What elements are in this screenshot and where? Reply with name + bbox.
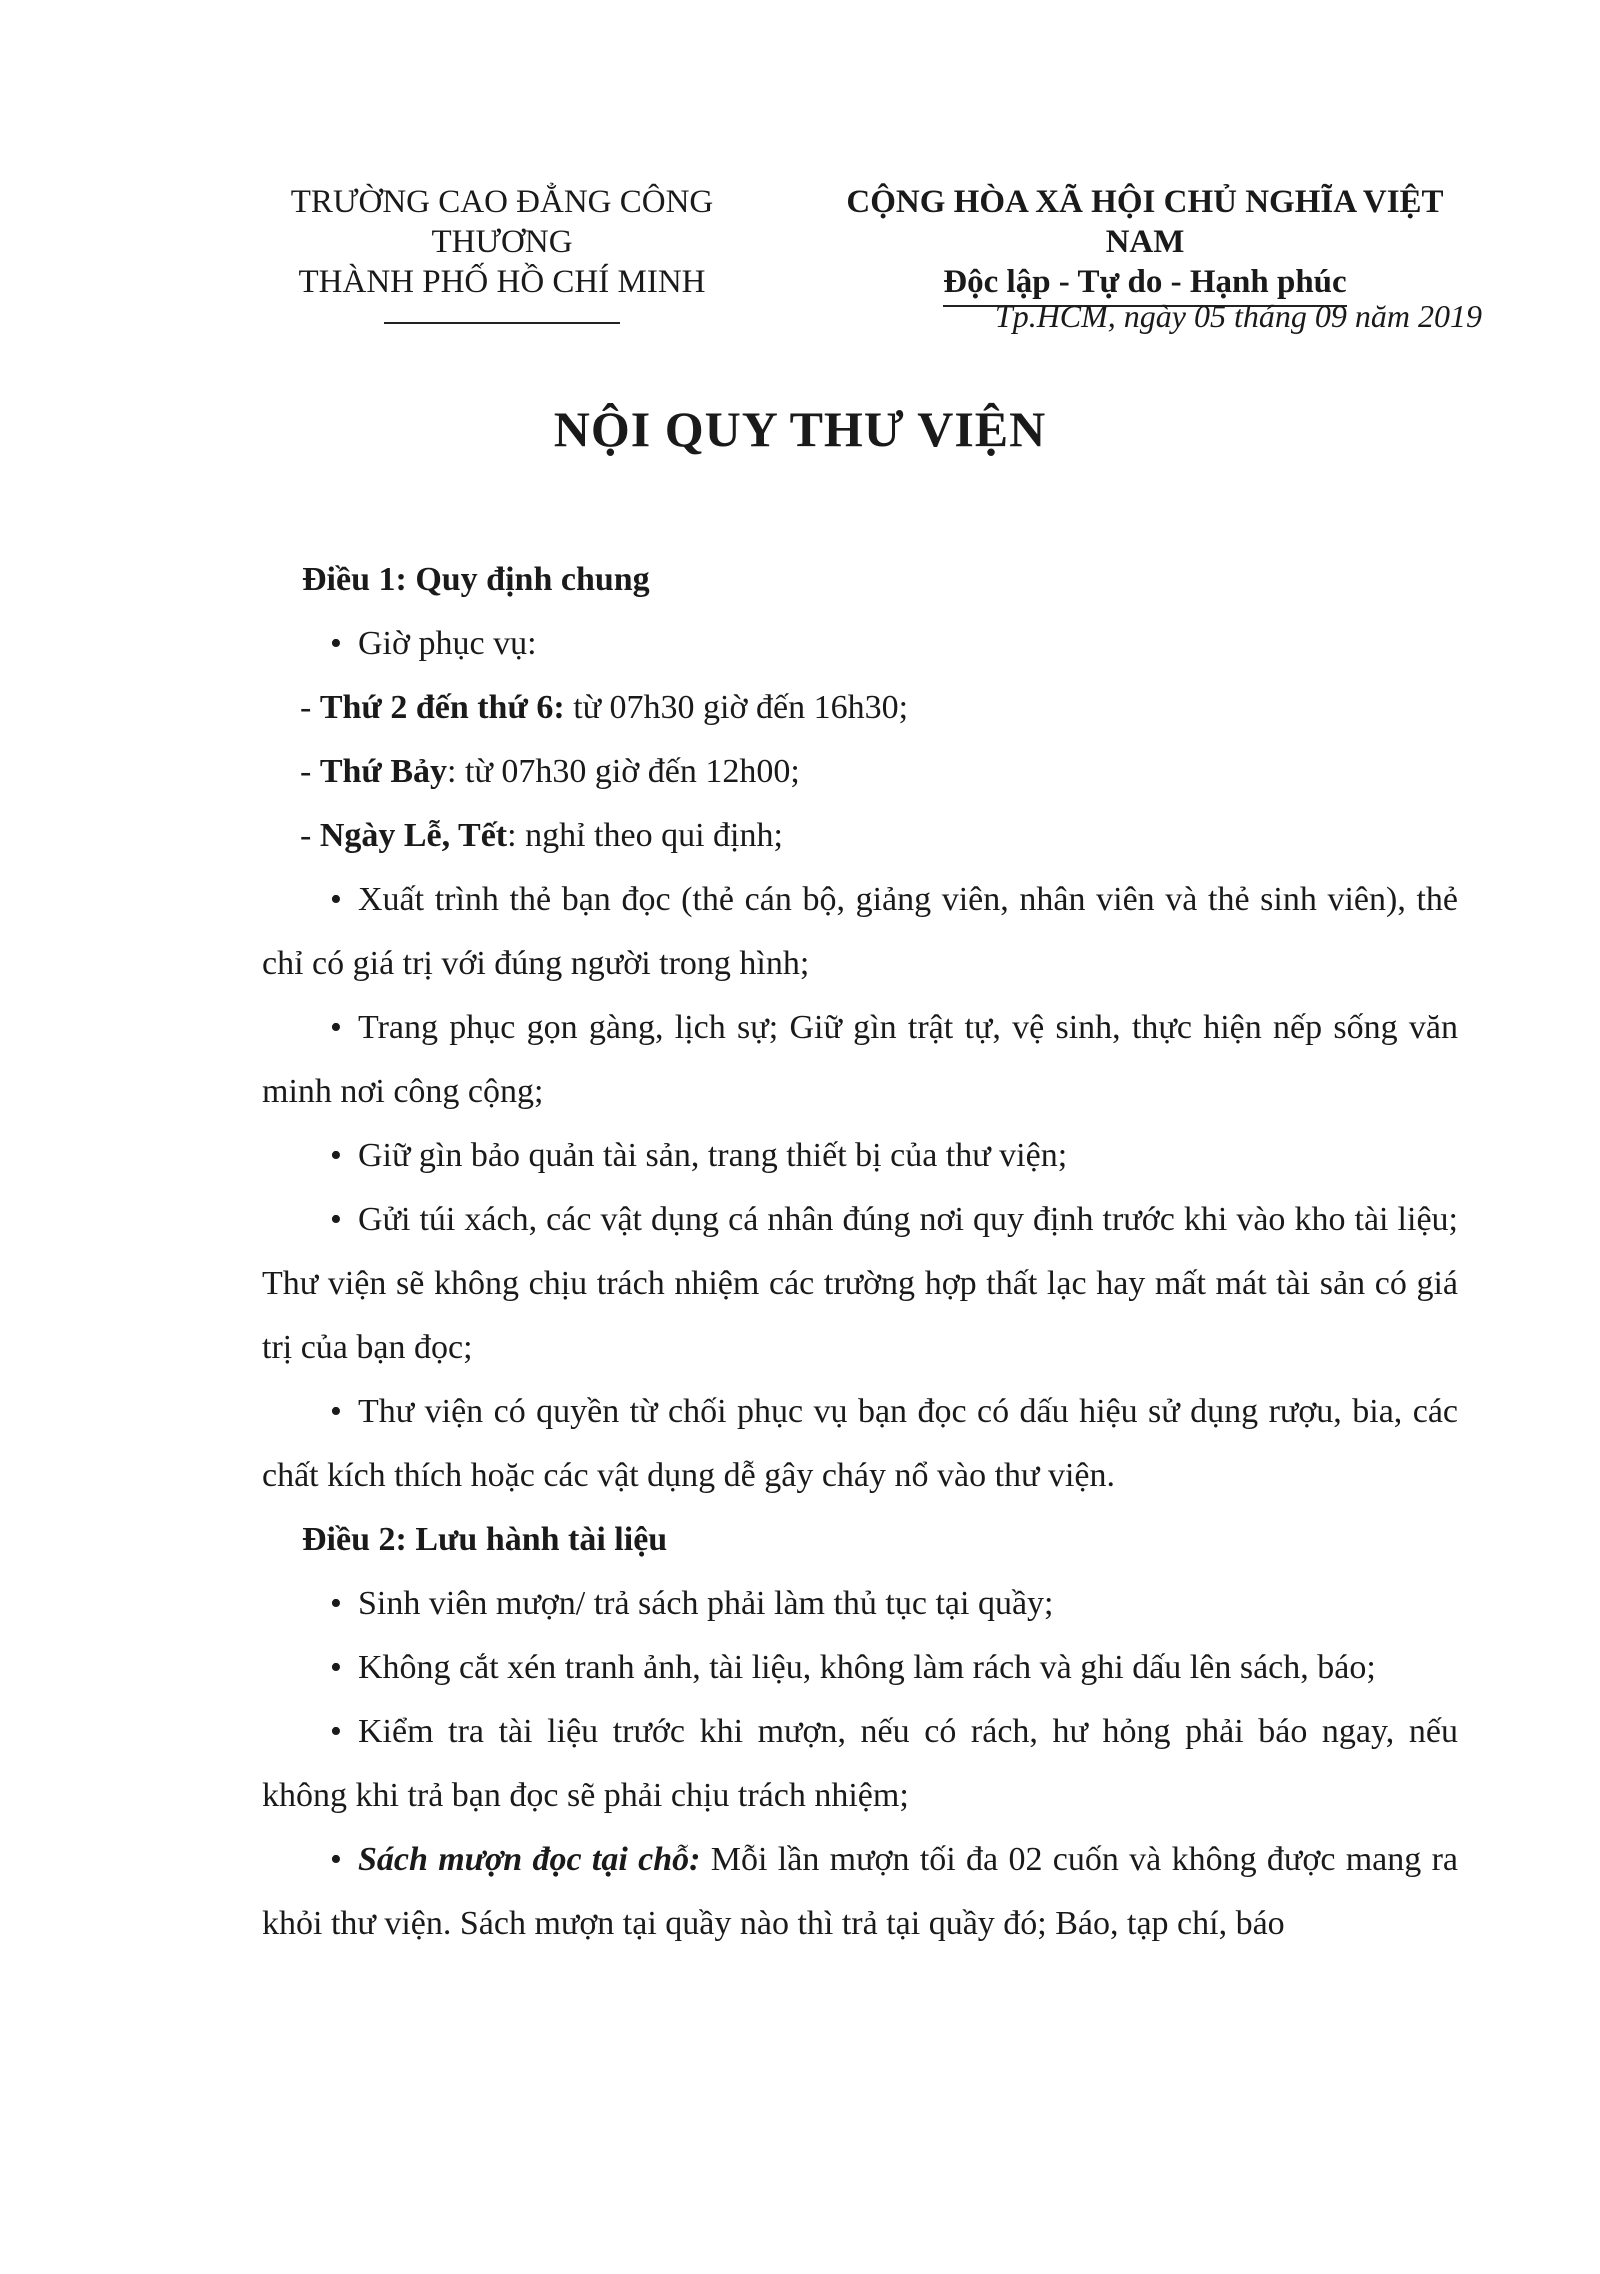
list-item — [262, 1188, 1458, 1380]
dash-glyph: - — [300, 753, 312, 790]
rule-text: Mỗi lần mượn tối đa 02 cuốn và không được mang ra khỏi thư viện. Sách mượn tại quầy nào thì trả tại quầy đó; Báo, tạp chí, báo — [262, 1841, 1458, 1942]
school-name-line1: TRƯỜNG CAO ĐẲNG CÔNG THƯƠNG — [290, 184, 714, 260]
list-item — [262, 868, 1458, 996]
rule-text: Trang phục gọn gàng, lịch sự; Giữ gìn trật tự, vệ sinh, thực hiện nếp sống văn minh nơi công cộng; — [262, 1009, 1458, 1110]
school-header — [222, 182, 782, 324]
rule-text: Gửi túi xách, các vật dụng cá nhân đúng nơi quy định trước khi vào kho tài liệu; Thư viện sẽ không chịu trách nhiệm các trường hợp thất lạc hay mất mát tài sản có giá trị của bạn đọc; — [262, 1201, 1458, 1366]
list-item — [300, 804, 1458, 868]
bullet-glyph: • — [330, 1713, 342, 1750]
bullet-glyph: • — [330, 1009, 342, 1046]
weekday-label: Thứ 2 đến thứ 6: — [319, 689, 565, 726]
nation-name: CỘNG HÒA XÃ HỘI CHỦ NGHĨA VIỆT NAM — [846, 184, 1444, 260]
list-item — [262, 996, 1458, 1124]
list-item — [262, 1380, 1458, 1508]
hours-label: Giờ phục vụ: — [358, 625, 537, 662]
saturday-hours: : từ 07h30 giờ đến 12h00; — [447, 753, 800, 790]
document-title: NỘI QUY THƯ VIỆN — [553, 401, 1047, 457]
weekday-hours: từ 07h30 giờ đến 16h30; — [564, 689, 909, 726]
rule-text: Không cắt xén tranh ảnh, tài liệu, không làm rách và ghi dấu lên sách, báo; — [358, 1649, 1376, 1686]
national-motto: Độc lập - Tự do - Hạnh phúc — [943, 262, 1346, 307]
school-name-line2: THÀNH PHỐ HỒ CHÍ MINH — [298, 264, 706, 300]
holiday-rule: : nghỉ theo qui định; — [507, 817, 783, 854]
national-header — [810, 182, 1480, 307]
list-item — [300, 740, 1458, 804]
dash-glyph: - — [300, 689, 312, 726]
bullet-glyph: • — [330, 1585, 342, 1622]
rule-text: Kiểm tra tài liệu trước khi mượn, nếu có rách, hư hỏng phải báo ngay, nếu không khi trả bạn đọc sẽ phải chịu trách nhiệm; — [262, 1713, 1458, 1814]
bullet-glyph: • — [330, 625, 342, 662]
holiday-label: Ngày Lễ, Tết — [319, 817, 508, 854]
list-item — [262, 612, 1458, 676]
article-2-heading: Điều 2: Lưu hành tài liệu — [302, 1521, 668, 1558]
rule-text: Giữ gìn bảo quản tài sản, trang thiết bị của thư viện; — [358, 1137, 1068, 1174]
list-item — [262, 1828, 1458, 1956]
dash-glyph: - — [300, 817, 312, 854]
bullet-glyph: • — [330, 1137, 342, 1174]
school-underline — [384, 322, 620, 324]
list-item — [262, 1636, 1458, 1700]
rules-content — [262, 548, 1458, 1956]
rule-text: Thư viện có quyền từ chối phục vụ bạn đọc có dấu hiệu sử dụng rượu, bia, các chất kích thích hoặc các vật dụng dễ gây cháy nổ vào thư viện. — [262, 1393, 1458, 1494]
list-item — [300, 676, 1458, 740]
issue-date: Tp.HCM, ngày 05 tháng 09 năm 2019 — [994, 298, 1482, 334]
bullet-glyph: • — [330, 1393, 342, 1430]
bullet-glyph: • — [330, 1649, 342, 1686]
bullet-glyph: • — [330, 881, 342, 918]
rule-text: Xuất trình thẻ bạn đọc (thẻ cán bộ, giảng viên, nhân viên và thẻ sinh viên), thẻ chỉ có giá trị với đúng người trong hình; — [262, 881, 1458, 982]
list-item — [262, 1572, 1458, 1636]
list-item — [262, 1700, 1458, 1828]
article-1-heading: Điều 1: Quy định chung — [302, 561, 650, 598]
onsite-reading-label: Sách mượn đọc tại chỗ: — [358, 1841, 701, 1878]
bullet-glyph: • — [330, 1841, 342, 1878]
list-item — [262, 1124, 1458, 1188]
rule-text: Sinh viên mượn/ trả sách phải làm thủ tục tại quầy; — [358, 1585, 1054, 1622]
bullet-glyph: • — [330, 1201, 342, 1238]
saturday-label: Thứ Bảy — [319, 753, 447, 790]
